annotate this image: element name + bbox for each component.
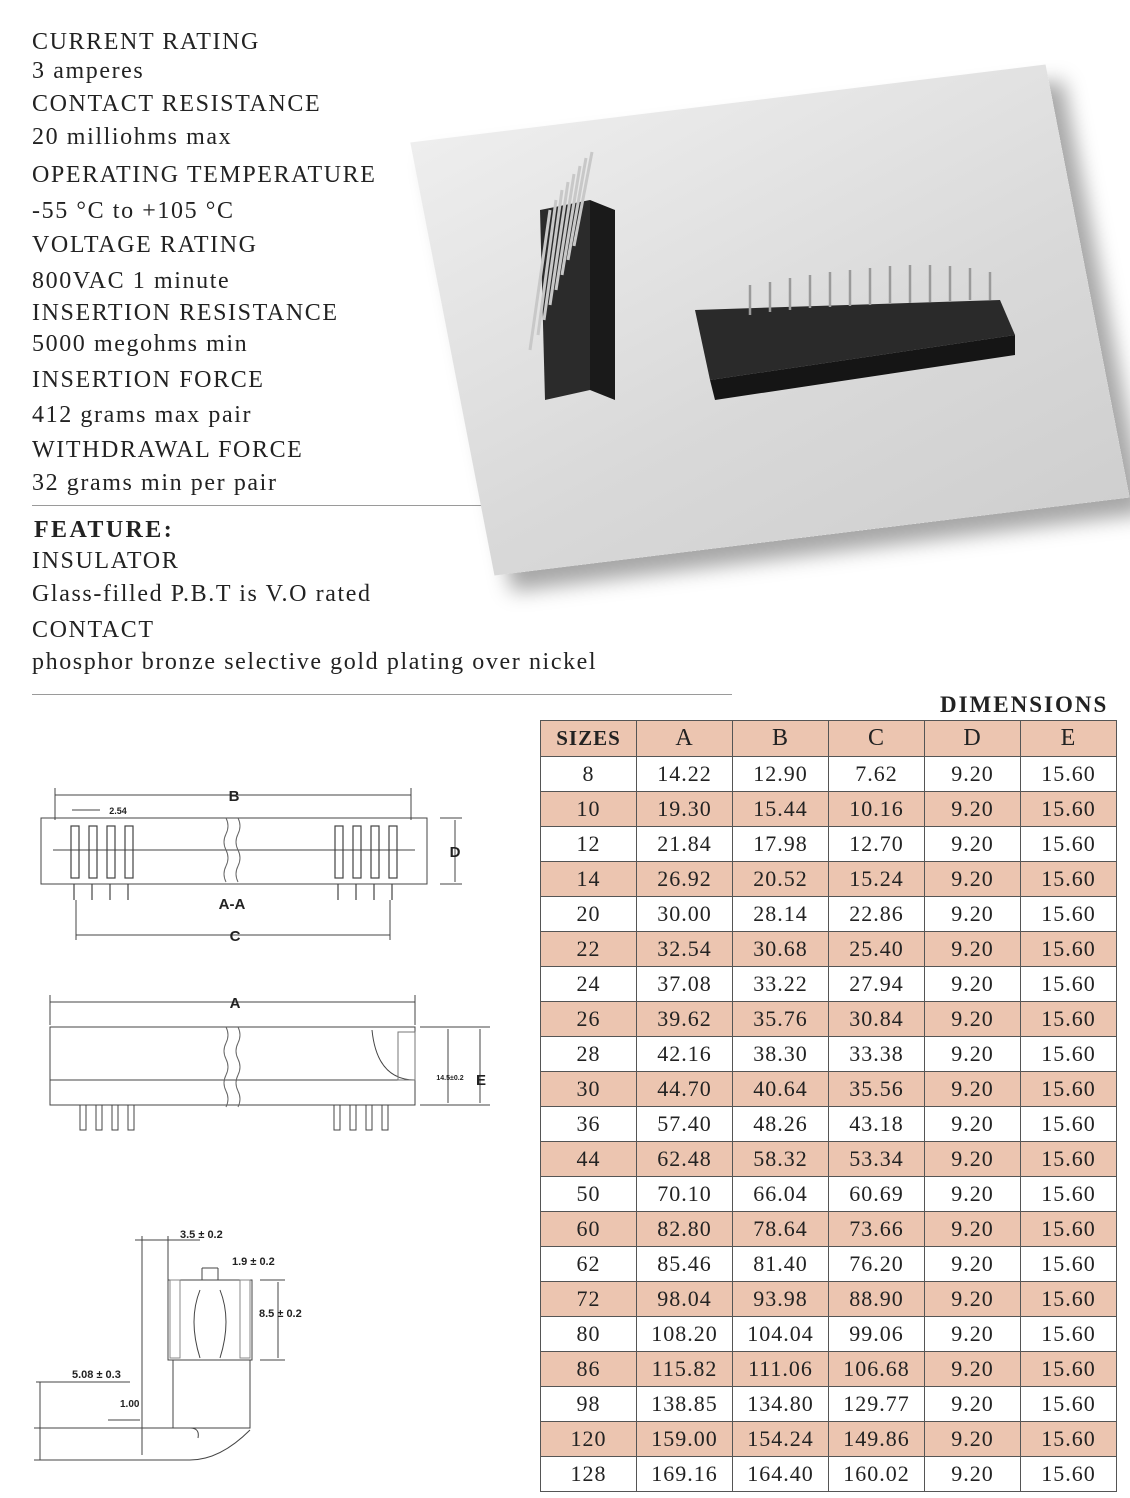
table-row (541, 1317, 1117, 1352)
table-cell: 42.16 (637, 1037, 733, 1072)
dim-label-b: B (228, 788, 240, 805)
column-header: SIZES (541, 721, 637, 757)
table-cell: 35.56 (829, 1072, 925, 1107)
table-cell: 9.20 (925, 757, 1021, 792)
table-cell: 15.60 (1021, 1422, 1117, 1457)
table-cell: 9.20 (925, 932, 1021, 967)
table-cell: 28.14 (733, 897, 829, 932)
spec-value: 800VAC 1 minute (32, 268, 231, 294)
table-cell: 15.60 (1021, 1002, 1117, 1037)
table-cell: 10 (541, 792, 637, 827)
table-cell: 15.60 (1021, 897, 1117, 932)
spec-value: 5000 megohms min (32, 331, 249, 357)
table-cell: 12 (541, 827, 637, 862)
spec-label: INSERTION RESISTANCE (32, 300, 339, 326)
table-cell: 9.20 (925, 1457, 1021, 1492)
table-cell: 15.24 (829, 862, 925, 897)
table-cell: 9.20 (925, 1247, 1021, 1282)
table-cell: 15.60 (1021, 932, 1117, 967)
table-cell: 9.20 (925, 967, 1021, 1002)
table-cell: 37.08 (637, 967, 733, 1002)
table-cell: 108.20 (637, 1317, 733, 1352)
table-cell: 80 (541, 1317, 637, 1352)
table-cell: 149.86 (829, 1422, 925, 1457)
table-cell: 115.82 (637, 1352, 733, 1387)
feature-label: INSULATOR (32, 548, 180, 574)
table-cell: 15.60 (1021, 1142, 1117, 1177)
dim-label-d: D (449, 844, 461, 861)
table-row (541, 1177, 1117, 1212)
table-cell: 19.30 (637, 792, 733, 827)
table-cell: 93.98 (733, 1282, 829, 1317)
table-cell: 60 (541, 1212, 637, 1247)
dim-label-pitch: 2.54 (109, 806, 127, 816)
product-photo (440, 60, 1100, 580)
table-cell: 70.10 (637, 1177, 733, 1212)
dim-label: 1.9 ± 0.2 (232, 1256, 275, 1268)
table-cell: 9.20 (925, 1142, 1021, 1177)
dimensions-table (540, 720, 1117, 1492)
table-cell: 9.20 (925, 1107, 1021, 1142)
table-row (541, 757, 1117, 792)
feature-value: phosphor bronze selective gold plating over nickel (32, 649, 598, 675)
table-cell: 40.64 (733, 1072, 829, 1107)
table-cell: 106.68 (829, 1352, 925, 1387)
section-label: A-A (218, 896, 246, 913)
table-cell: 154.24 (733, 1422, 829, 1457)
spec-value: 32 grams min per pair (32, 470, 278, 496)
table-cell: 104.04 (733, 1317, 829, 1352)
dim-label: 5.08 ± 0.3 (72, 1369, 121, 1381)
table-row (541, 792, 1117, 827)
table-cell: 15.60 (1021, 1037, 1117, 1072)
table-title: DIMENSIONS (940, 692, 1109, 717)
table-cell: 48.26 (733, 1107, 829, 1142)
table-row (541, 897, 1117, 932)
table-cell: 129.77 (829, 1387, 925, 1422)
table-cell: 14.22 (637, 757, 733, 792)
spec-label: WITHDRAWAL FORCE (32, 437, 304, 463)
dim-label-e: E (475, 1072, 487, 1089)
table-cell: 98 (541, 1387, 637, 1422)
table-row (541, 1037, 1117, 1072)
connector-image (440, 60, 1100, 580)
table-cell: 138.85 (637, 1387, 733, 1422)
dim-label-c: C (229, 928, 241, 945)
dim-label: 1.00 (120, 1399, 140, 1410)
technical-drawing (0, 760, 520, 1480)
table-cell: 9.20 (925, 827, 1021, 862)
table-cell: 44 (541, 1142, 637, 1177)
table-cell: 50 (541, 1177, 637, 1212)
table-cell: 9.20 (925, 1072, 1021, 1107)
table-row (541, 827, 1117, 862)
table-cell: 9.20 (925, 1037, 1021, 1072)
table-row (541, 1422, 1117, 1457)
table-cell: 25.40 (829, 932, 925, 967)
table-cell: 15.60 (1021, 862, 1117, 897)
feature-title: FEATURE: (34, 517, 175, 543)
table-cell: 21.84 (637, 827, 733, 862)
table-header-row (541, 721, 1117, 757)
table-cell: 15.60 (1021, 1177, 1117, 1212)
table-cell: 20 (541, 897, 637, 932)
table-cell: 30.84 (829, 1002, 925, 1037)
table-cell: 30.00 (637, 897, 733, 932)
table-cell: 9.20 (925, 862, 1021, 897)
table-cell: 33.22 (733, 967, 829, 1002)
dim-label: 8.5 ± 0.2 (259, 1308, 302, 1320)
table-cell: 27.94 (829, 967, 925, 1002)
table-cell: 32.54 (637, 932, 733, 967)
table-cell: 9.20 (925, 1282, 1021, 1317)
table-cell: 15.44 (733, 792, 829, 827)
table-cell: 9.20 (925, 792, 1021, 827)
table-cell: 15.60 (1021, 1457, 1117, 1492)
spec-label: CURRENT RATING (32, 29, 260, 55)
table-cell: 9.20 (925, 1387, 1021, 1422)
table-row (541, 862, 1117, 897)
table-row (541, 1457, 1117, 1492)
table-cell: 60.69 (829, 1177, 925, 1212)
table-cell: 43.18 (829, 1107, 925, 1142)
table-cell: 14 (541, 862, 637, 897)
table-cell: 57.40 (637, 1107, 733, 1142)
table-cell: 12.90 (733, 757, 829, 792)
table-cell: 15.60 (1021, 1282, 1117, 1317)
table-cell: 9.20 (925, 1317, 1021, 1352)
divider (32, 694, 732, 695)
column-header: E (1021, 721, 1117, 757)
table-cell: 15.60 (1021, 1247, 1117, 1282)
table-cell: 24 (541, 967, 637, 1002)
table-cell: 169.16 (637, 1457, 733, 1492)
column-header: B (733, 721, 829, 757)
table-cell: 15.60 (1021, 1107, 1117, 1142)
table-cell: 99.06 (829, 1317, 925, 1352)
spec-value: 20 milliohms max (32, 124, 233, 150)
table-cell: 128 (541, 1457, 637, 1492)
table-cell: 15.60 (1021, 827, 1117, 862)
table-row (541, 1072, 1117, 1107)
table-cell: 15.60 (1021, 1387, 1117, 1422)
table-row (541, 932, 1117, 967)
dim-label-height: 14.5±0.2 (436, 1075, 464, 1082)
table-cell: 15.60 (1021, 792, 1117, 827)
table-row (541, 1107, 1117, 1142)
spec-value: 412 grams max pair (32, 402, 253, 428)
table-cell: 15.60 (1021, 1352, 1117, 1387)
table-cell: 62 (541, 1247, 637, 1282)
table-cell: 44.70 (637, 1072, 733, 1107)
feature-label: CONTACT (32, 617, 155, 643)
table-cell: 85.46 (637, 1247, 733, 1282)
table-cell: 38.30 (733, 1037, 829, 1072)
table-cell: 78.64 (733, 1212, 829, 1247)
table-cell: 12.70 (829, 827, 925, 862)
table-cell: 15.60 (1021, 1317, 1117, 1352)
table-row (541, 1247, 1117, 1282)
table-cell: 26.92 (637, 862, 733, 897)
table-cell: 7.62 (829, 757, 925, 792)
table-cell: 35.76 (733, 1002, 829, 1037)
table-cell: 76.20 (829, 1247, 925, 1282)
table-row (541, 1387, 1117, 1422)
table-cell: 9.20 (925, 1177, 1021, 1212)
table-cell: 28 (541, 1037, 637, 1072)
column-header: C (829, 721, 925, 757)
table-cell: 15.60 (1021, 757, 1117, 792)
spec-label: VOLTAGE RATING (32, 232, 258, 258)
table-cell: 8 (541, 757, 637, 792)
spec-value: -55 °C to +105 °C (32, 198, 235, 224)
table-cell: 26 (541, 1002, 637, 1037)
table-cell: 15.60 (1021, 967, 1117, 1002)
table-cell: 9.20 (925, 1002, 1021, 1037)
table-cell: 88.90 (829, 1282, 925, 1317)
table-row (541, 1142, 1117, 1177)
table-cell: 15.60 (1021, 1072, 1117, 1107)
table-cell: 30.68 (733, 932, 829, 967)
table-cell: 22.86 (829, 897, 925, 932)
table-cell: 81.40 (733, 1247, 829, 1282)
table-cell: 17.98 (733, 827, 829, 862)
table-cell: 73.66 (829, 1212, 925, 1247)
dim-label-a: A (229, 995, 241, 1012)
table-cell: 33.38 (829, 1037, 925, 1072)
table-cell: 98.04 (637, 1282, 733, 1317)
spec-label: INSERTION FORCE (32, 367, 265, 393)
spec-label: OPERATING TEMPERATURE (32, 162, 377, 188)
table-cell: 86 (541, 1352, 637, 1387)
table-cell: 160.02 (829, 1457, 925, 1492)
column-header: A (637, 721, 733, 757)
table-cell: 66.04 (733, 1177, 829, 1212)
table-cell: 164.40 (733, 1457, 829, 1492)
table-row (541, 1352, 1117, 1387)
table-cell: 9.20 (925, 897, 1021, 932)
table-cell: 36 (541, 1107, 637, 1142)
table-cell: 9.20 (925, 1422, 1021, 1457)
table-cell: 9.20 (925, 1352, 1021, 1387)
dim-label: 3.5 ± 0.2 (180, 1229, 223, 1241)
table-cell: 22 (541, 932, 637, 967)
table-cell: 39.62 (637, 1002, 733, 1037)
table-cell: 159.00 (637, 1422, 733, 1457)
table-cell: 15.60 (1021, 1212, 1117, 1247)
table-cell: 9.20 (925, 1212, 1021, 1247)
table-cell: 72 (541, 1282, 637, 1317)
feature-value: Glass-filled P.B.T is V.O rated (32, 581, 372, 607)
table-row (541, 1282, 1117, 1317)
table-cell: 62.48 (637, 1142, 733, 1177)
table-cell: 53.34 (829, 1142, 925, 1177)
table-cell: 120 (541, 1422, 637, 1457)
spec-label: CONTACT RESISTANCE (32, 91, 322, 117)
table-row (541, 1002, 1117, 1037)
table-cell: 134.80 (733, 1387, 829, 1422)
table-cell: 111.06 (733, 1352, 829, 1387)
spec-value: 3 amperes (32, 58, 145, 84)
table-cell: 30 (541, 1072, 637, 1107)
table-row (541, 1212, 1117, 1247)
table-cell: 20.52 (733, 862, 829, 897)
column-header: D (925, 721, 1021, 757)
table-cell: 82.80 (637, 1212, 733, 1247)
table-cell: 58.32 (733, 1142, 829, 1177)
table-cell: 10.16 (829, 792, 925, 827)
table-row (541, 967, 1117, 1002)
